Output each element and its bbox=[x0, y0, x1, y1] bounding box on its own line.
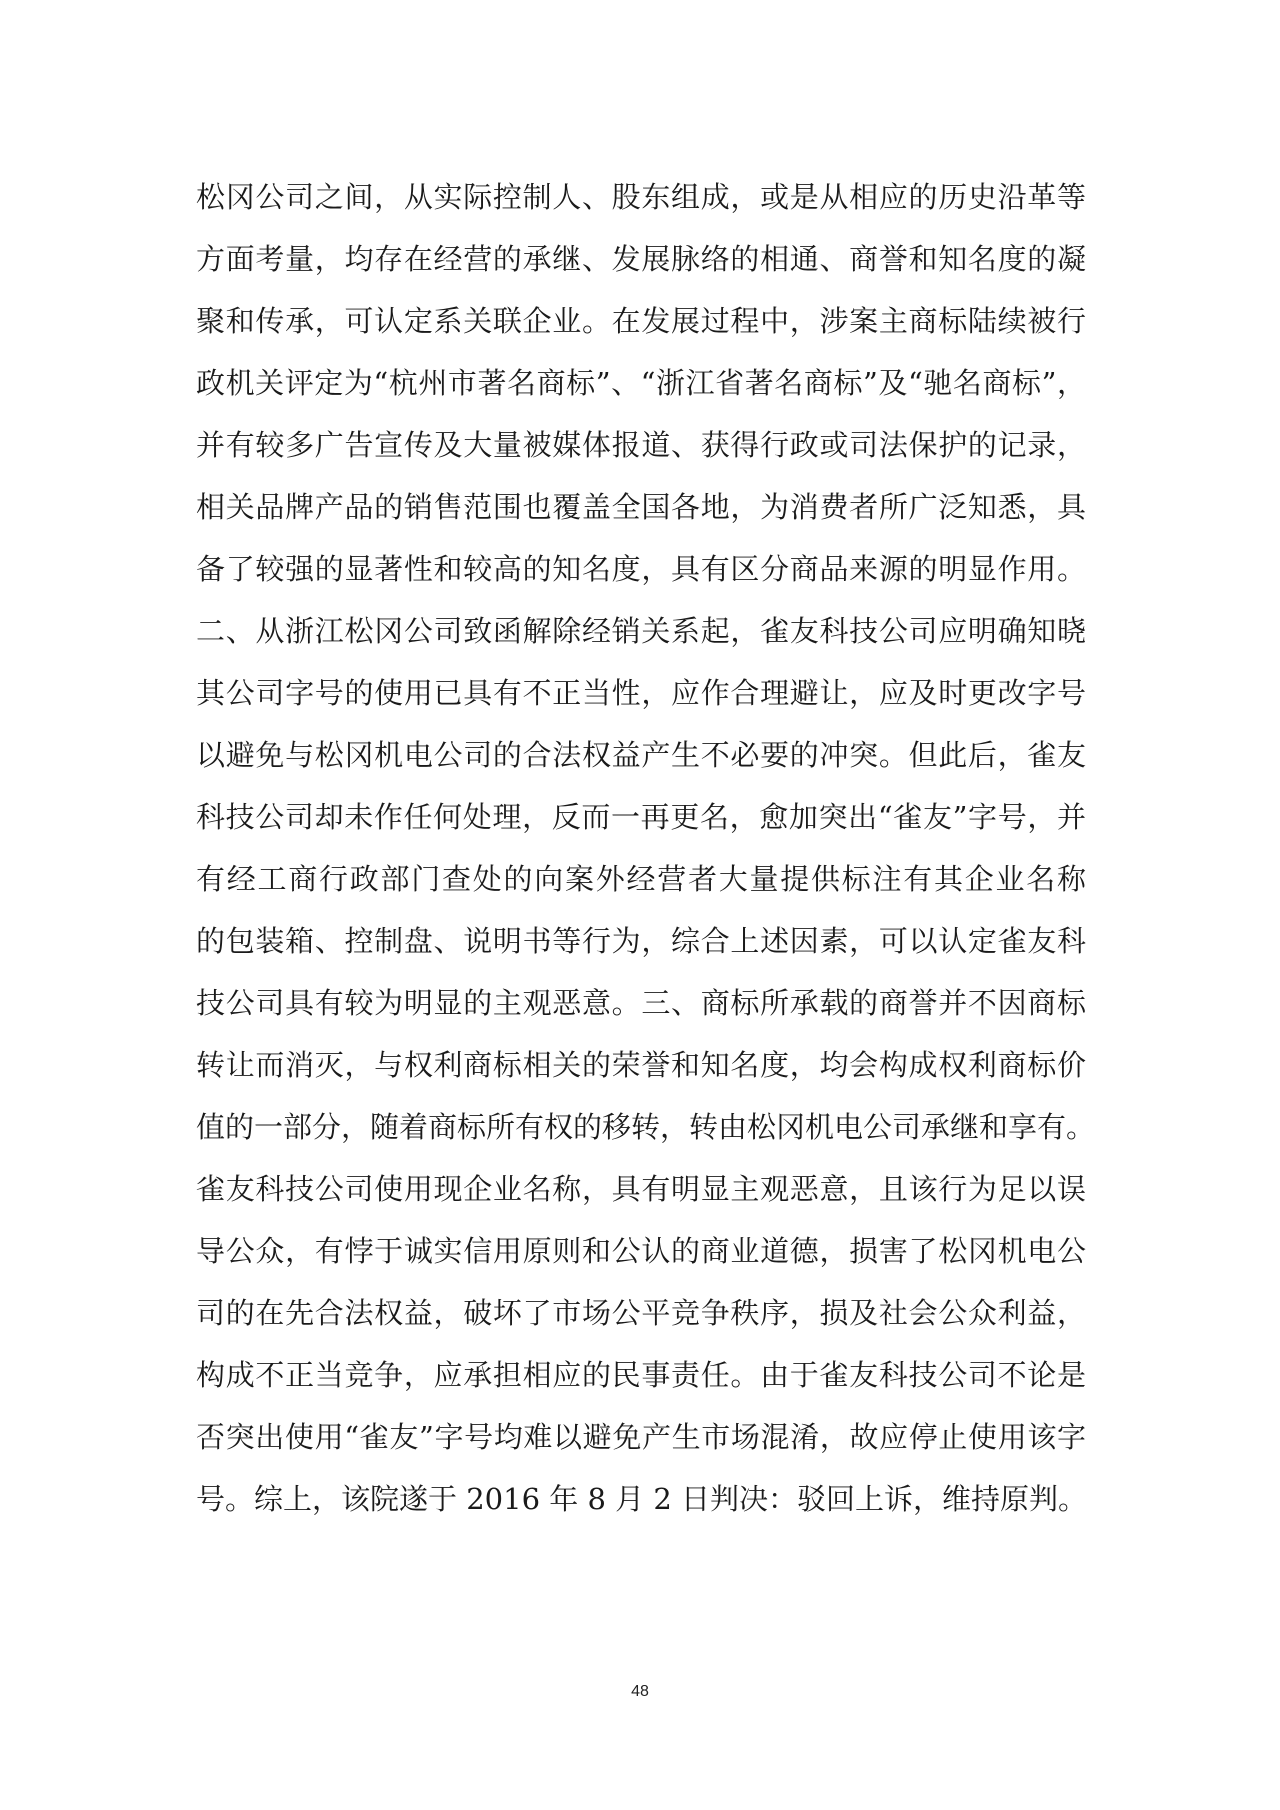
body-text bbox=[196, 166, 1096, 1530]
text-line: 转让而消灭，与权利商标相关的荣誉和知名度，均会构成权利商标价 bbox=[196, 1048, 1086, 1082]
text-line: 其公司字号的使用已具有不正当性，应作合理避让，应及时更改字号 bbox=[196, 676, 1086, 710]
text-line: 雀友科技公司使用现企业名称，具有明显主观恶意，且该行为足以误 bbox=[196, 1172, 1086, 1206]
text-line: 导公众，有悖于诚实信用原则和公认的商业道德，损害了松冈机电公 bbox=[196, 1234, 1086, 1268]
text-line: 备了较强的显著性和较高的知名度，具有区分商品来源的明显作用。 bbox=[196, 552, 1086, 586]
text-line: 有经工商行政部门查处的向案外经营者大量提供标注有其企业名称 bbox=[196, 862, 1086, 896]
text-line: 科技公司却未作任何处理，反而一再更名，愈加突出“雀友”字号，并 bbox=[196, 800, 1086, 834]
text-line: 技公司具有较为明显的主观恶意。三、商标所承载的商誉并不因商标 bbox=[196, 986, 1086, 1020]
text-line: 否突出使用“雀友”字号均难以避免产生市场混淆，故应停止使用该字 bbox=[196, 1420, 1086, 1454]
text-line: 方面考量，均存在经营的承继、发展脉络的相通、商誉和知名度的凝 bbox=[196, 242, 1086, 276]
text-line: 构成不正当竞争，应承担相应的民事责任。由于雀友科技公司不论是 bbox=[196, 1358, 1086, 1392]
text-line: 聚和传承，可认定系关联企业。在发展过程中，涉案主商标陆续被行 bbox=[196, 304, 1086, 338]
text-line: 司的在先合法权益，破坏了市场公平竞争秩序，损及社会公众利益， bbox=[196, 1296, 1086, 1330]
text-line: 值的一部分，随着商标所有权的移转，转由松冈机电公司承继和享有。 bbox=[196, 1110, 1096, 1144]
text-line: 以避免与松冈机电公司的合法权益产生不必要的冲突。但此后，雀友 bbox=[196, 738, 1086, 772]
text-line: 松冈公司之间，从实际控制人、股东组成，或是从相应的历史沿革等 bbox=[196, 180, 1086, 214]
text-line: 二、从浙江松冈公司致函解除经销关系起，雀友科技公司应明确知晓 bbox=[196, 614, 1086, 648]
text-line: 相关品牌产品的销售范围也覆盖全国各地，为消费者所广泛知悉，具 bbox=[196, 490, 1086, 524]
text-line: 号。综上，该院遂于 2016 年 8 月 2 日判决：驳回上诉，维持原判。 bbox=[196, 1482, 1088, 1516]
text-line: 并有较多广告宣传及大量被媒体报道、获得行政或司法保护的记录， bbox=[196, 428, 1086, 462]
text-line: 政机关评定为“杭州市著名商标”、“浙江省著名商标”及“驰名商标”， bbox=[196, 366, 1086, 400]
text-line: 的包装箱、控制盘、说明书等行为，综合上述因素，可以认定雀友科 bbox=[196, 924, 1086, 958]
page-number: 48 bbox=[631, 1683, 649, 1700]
